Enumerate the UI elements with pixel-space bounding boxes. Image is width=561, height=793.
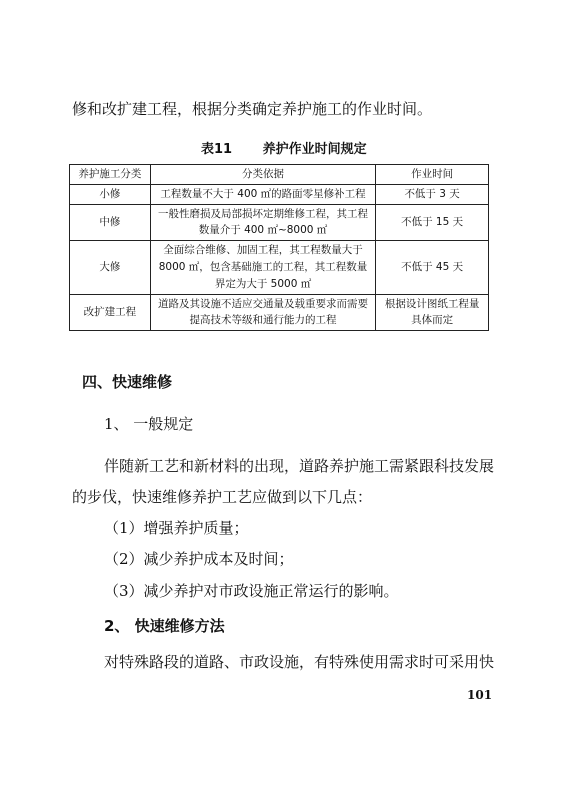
list-item: （3）减少养护对市政设施正常运行的影响。 — [104, 582, 399, 600]
subsection-heading: 1、 一般规定 — [104, 415, 194, 433]
cell-basis: 全面综合维修、加固工程，其工程数量大于 8000 ㎡，包含基础施工的工程，其工程数量界定为大于 5000 ㎡ — [150, 241, 375, 294]
table-caption-title: 养护作业时间规定 — [262, 142, 367, 157]
table-row — [70, 241, 489, 294]
paragraph-line: 伴随新工艺和新材料的出现，道路养护施工需紧跟科技发展 — [104, 457, 495, 475]
cell-duration: 不低于 15 天 — [376, 204, 489, 241]
table-header-row — [70, 165, 489, 185]
list-item: （2）减少养护成本及时间； — [104, 550, 294, 568]
table-caption-number: 表11 — [201, 142, 233, 157]
intro-text-line: 修和改扩建工程，根据分类确定养护施工的作业时间。 — [72, 100, 433, 118]
section-heading: 四、快速维修 — [82, 373, 173, 391]
cell-basis: 道路及其设施不适应交通量及载重要求而需要提高技术等级和通行能力的工程 — [150, 294, 375, 331]
cell-duration: 不低于 45 天 — [376, 241, 489, 294]
table-row — [70, 184, 489, 204]
table-caption — [201, 138, 367, 157]
page-number: 101 — [467, 688, 493, 702]
cell-category: 小修 — [70, 184, 151, 204]
table-row — [70, 204, 489, 241]
table-row — [70, 294, 489, 331]
header-duration: 作业时间 — [376, 165, 489, 185]
cell-category: 大修 — [70, 241, 151, 294]
subsection-heading: 2、 快速维修方法 — [104, 617, 225, 635]
cell-category: 改扩建工程 — [70, 294, 151, 331]
cell-category: 中修 — [70, 204, 151, 241]
maintenance-time-table — [69, 164, 489, 331]
paragraph-line: 对特殊路段的道路、市政设施，有特殊使用需求时可采用快 — [104, 653, 495, 671]
header-category: 养护施工分类 — [70, 165, 151, 185]
header-basis: 分类依据 — [150, 165, 375, 185]
list-item: （1）增强养护质量； — [104, 519, 249, 537]
cell-basis: 工程数量不大于 400 ㎡的路面零星修补工程 — [150, 184, 375, 204]
paragraph-line: 的步伐，快速维修养护工艺应做到以下几点： — [72, 488, 373, 506]
cell-basis: 一般性磨损及局部损坏定期维修工程，其工程数量介于 400 ㎡~8000 ㎡ — [150, 204, 375, 241]
cell-duration: 根据设计图纸工程量具体而定 — [376, 294, 489, 331]
cell-duration: 不低于 3 天 — [376, 184, 489, 204]
